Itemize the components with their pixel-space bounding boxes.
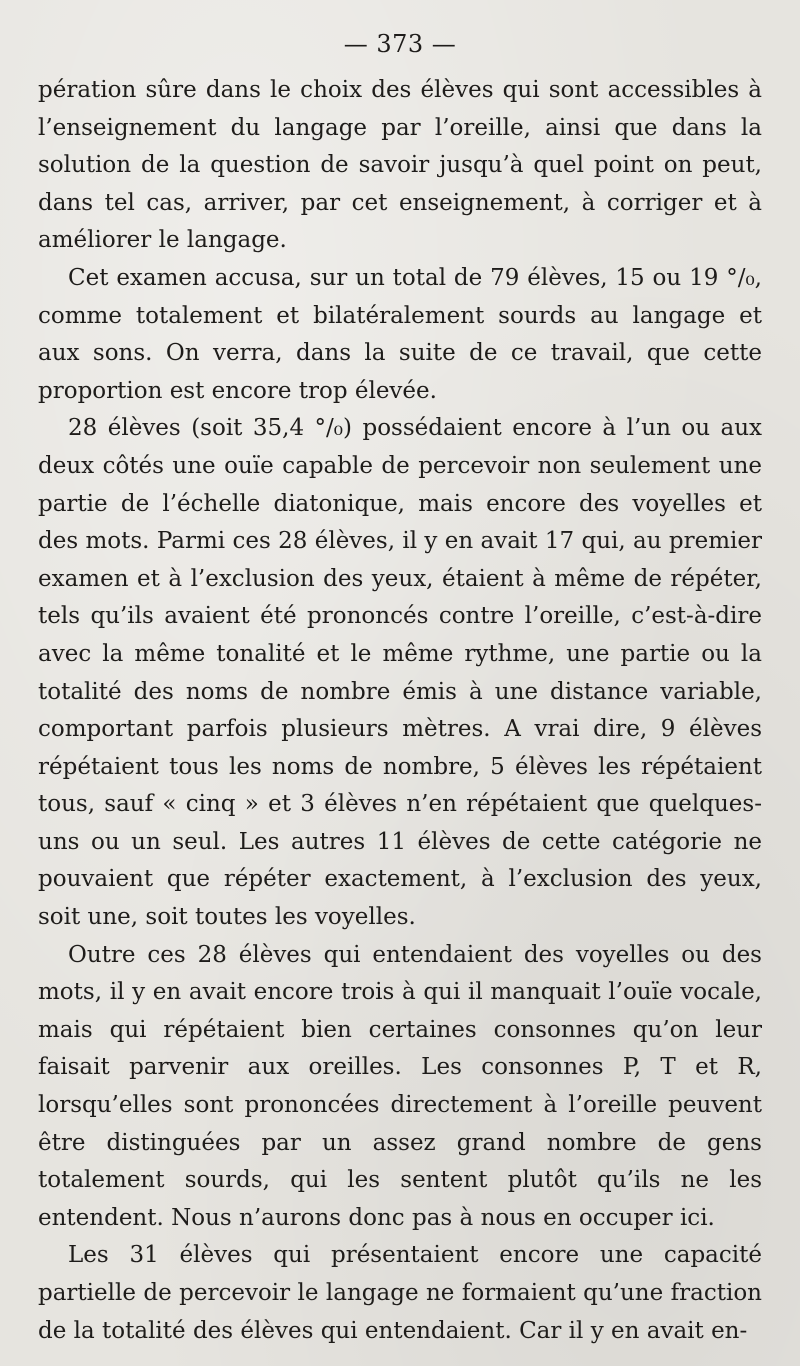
paragraph-5: Les 31 élèves qui présentaient encore une capacité partielle de percevoir le langage ne formaient qu’une fraction de la totalité des élèves qui entendaient. Car il y en avait en-	[38, 1242, 762, 1344]
paragraph-1: pération sûre dans le choix des élèves qui sont accessibles à l’enseignement du langage par l’oreille, ainsi que dans la solution de la question de savoir jusqu’à quel point on peut, dans tel cas, arriver, par cet enseignement, à corriger et à améliorer le langage.	[38, 77, 762, 254]
paragraph-4: Outre ces 28 élèves qui entendaient des voyelles ou des mots, il y en avait encore trois à qui il manquait l’ouïe vocale, mais qui répétaient bien certaines consonnes qu’on leur faisait parvenir aux oreilles. Les consonnes P, T et R, lorsqu’elles sont prononcées directement à l’oreille peuvent être distinguées par un assez grand nombre de gens totalement sourds, qui les sentent plutôt qu’ils ne les entendent. Nous n’aurons donc pas à nous en occuper ici.	[38, 941, 762, 1231]
body-text	[38, 72, 762, 1350]
paragraph-3: 28 élèves (soit 35,4 °/₀) possédaient encore à l’un ou aux deux côtés une ouïe capable de percevoir non seulement une partie de l’échelle diatonique, mais encore des voyelles et des mots. Parmi ces 28 élèves, il y en avait 17 qui, au premier examen et à l’exclusion des yeux, étaient à même de répéter, tels qu’ils avaient été prononcés contre l’oreille, c’est-à-dire avec la même tonalité et le même rythme, une partie ou la totalité des noms de nombre émis à une distance variable, comportant parfois plusieurs mètres. A vrai dire, 9 élèves répétaient tous les noms de nombre, 5 élèves les répétaient tous, sauf « cinq » et 3 élèves n’en répétaient que quelques-uns ou un seul. Les autres 11 élèves de cette catégorie ne pouvaient que répéter exactement, à l’exclusion des yeux, soit une, soit toutes les voyelles.	[38, 415, 762, 931]
paragraph-2: Cet examen accusa, sur un total de 79 élèves, 15 ou 19 °/₀, comme totalement et bilatéralement sourds au langage et aux sons. On verra, dans la suite de ce travail, que cette proportion est encore trop élevée.	[38, 264, 762, 404]
page-number: — 373 —	[343, 30, 457, 58]
